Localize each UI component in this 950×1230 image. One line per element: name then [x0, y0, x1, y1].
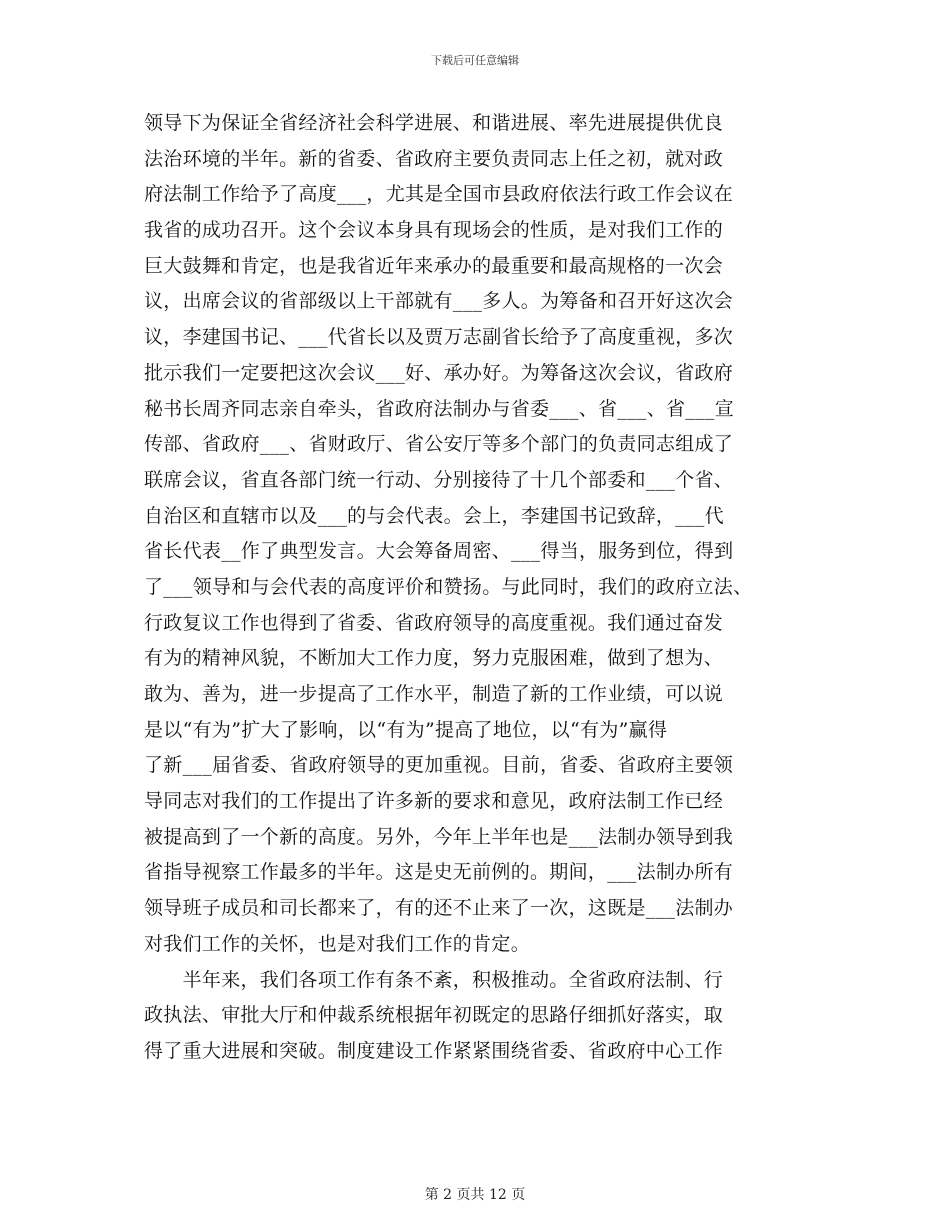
text-line: 议，出席会议的省部级以上干部就有___多人。为筹备和召开好这次会	[144, 290, 734, 313]
text-line: 半年来，我们各项工作有条不紊，积极推动。全省政府法制、行	[144, 968, 724, 991]
text-line: 批示我们一定要把这次会议___好、承办好。为筹备这次会议，省政府	[144, 361, 734, 384]
body-text	[144, 106, 824, 1070]
text-line: 对我们工作的关怀，也是对我们工作的肯定。	[144, 932, 531, 955]
text-line: 我省的成功召开。这个会议本身具有现场会的性质，是对我们工作的	[144, 219, 724, 242]
page-footer: 第 2 页共 12 页	[424, 1187, 526, 1203]
text-line: 领导班子成员和司长都来了，有的还不止来了一次，这既是___法制办	[144, 897, 734, 920]
text-line: 自治区和直辖市以及___的与会代表。会上，李建国书记致辞，___代	[144, 504, 724, 527]
text-line: 秘书长周齐同志亲自牵头，省政府法制办与省委___、省___、省___宣	[144, 397, 735, 420]
text-line: 政执法、审批大厅和仲裁系统根据年初既定的思路仔细抓好落实，取	[144, 1004, 724, 1027]
text-line: 敢为、善为，进一步提高了工作水平，制造了新的工作业绩，可以说	[144, 683, 724, 705]
text-line: 有为的精神风貌，不断加大工作力度，努力克服困难，做到了想为、	[144, 647, 724, 670]
text-line: 联席会议，省直各部门统一行动、分别接待了十几个部委和___个省、	[144, 468, 734, 491]
text-line: 府法制工作给予了高度___，尤其是全国市县政府依法行政工作会议在	[144, 183, 734, 206]
text-line: 得了重大进展和突破。制度建设工作紧紧围绕省委、省政府中心工作	[144, 1039, 724, 1062]
text-line: 领导下为保证全省经济社会科学进展、和谐进展、率先进展提供优良	[144, 112, 724, 134]
text-line: 是以“有为”扩大了影响，以“有为”提高了地位，以“有为”赢得	[144, 718, 668, 741]
text-line: 了___领导和与会代表的高度评价和赞扬。与此同时，我们的政府立法、	[144, 575, 753, 598]
text-line: 巨大鼓舞和肯定，也是我省近年来承办的最重要和最高规格的一次会	[144, 254, 724, 277]
text-line: 省长代表__作了典型发言。大会筹备周密、___得当，服务到位，得到	[144, 540, 734, 563]
page-header: 下载后可任意编辑	[431, 54, 519, 67]
text-line: 导同志对我们的工作提出了许多新的要求和意见，政府法制工作已经	[144, 790, 724, 813]
text-line: 了新___届省委、省政府领导的更加重视。目前，省委、省政府主要领	[144, 754, 734, 777]
text-line: 省指导视察工作最多的半年。这是史无前例的。期间，___法制办所有	[144, 861, 734, 884]
text-line: 被提高到了一个新的高度。另外，今年上半年也是___法制办领导到我	[144, 825, 734, 848]
text-line: 法治环境的半年。新的省委、省政府主要负责同志上任之初，就对政	[144, 147, 724, 170]
text-line: 行政复议工作也得到了省委、省政府领导的高度重视。我们通过奋发	[144, 611, 724, 634]
text-line: 传部、省政府___、省财政厅、省公安厅等多个部门的负责同志组成了	[144, 433, 734, 456]
text-line: 议，李建国书记、___代省长以及贾万志副省长给予了高度重视，多次	[144, 326, 734, 349]
